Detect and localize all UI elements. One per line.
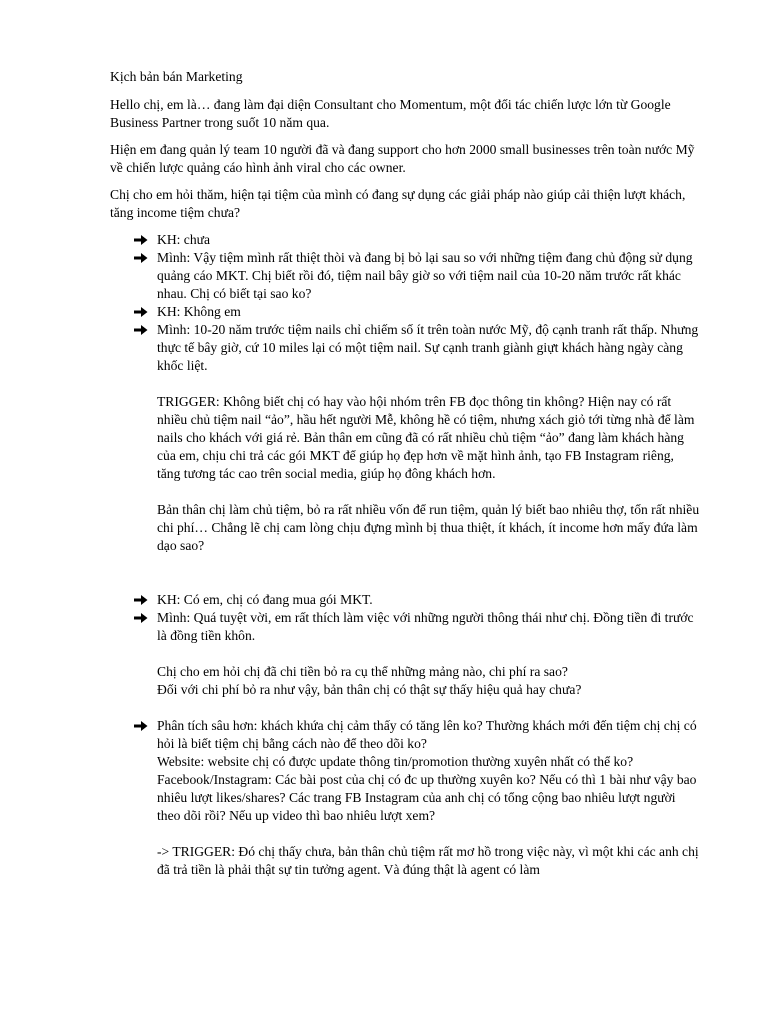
list-item-text: KH: Không em (157, 304, 241, 319)
facebook-line: Facebook/Instagram: Các bài post của chị có đc up thường xuyên ko? Nếu có thì 1 bài như vậy bao nhiêu lượt likes/shares? Các trang FB Instagram của anh chị có tổng cộng bao nhiêu lượt người theo dõi rồi? Nếu up video thì bao nhiêu lượt xem? (157, 772, 697, 823)
analysis-list (110, 717, 700, 753)
trigger-paragraph: TRIGGER: Không biết chị có hay vào hội nhóm trên FB đọc thông tin không? Hiện nay có rất nhiều chủ tiệm nail “ảo”, hầu hết người Mễ, không hề có tiệm, nhưng xách giỏ tới từng nhà để làm nails cho khách với giá rẻ. Bản thân em cũng đã có rất nhiều chủ tiệm “ảo” đang làm khách hàng của em, chịu chi trả các gói MKT để giúp họ đẹp hơn về mặt hình ảnh, tạo FB Instagram riêng, tăng tương tác cao trên social media, giúp họ đông khách hơn. (157, 394, 695, 481)
website-line: Website: website chị có được update thông tin/promotion thường xuyên nhất có thể ko? (157, 754, 634, 769)
question-line: Đối với chi phí bỏ ra như vậy, bản thân chị có thật sự thấy hiệu quả hay chưa? (157, 682, 582, 697)
list-item-text: Mình: Quá tuyệt vời, em rất thích làm việc với những người thông thái như chị. Đồng tiền đi trước là đồng tiền khôn. (157, 610, 694, 643)
list-item (110, 717, 700, 753)
list-item-text: Mình: Vậy tiệm mình rất thiệt thòi và đang bị bỏ lại sau so với những tiệm đang chủ động sử dụng quảng cáo MKT. Chị biết rồi đó, tiệm nail bây giờ so với tiệm nail của 10-20 năm trước rất khác nhau. Chị có biết tại sao ko? (157, 250, 693, 301)
arrow-right-icon (134, 249, 150, 267)
list-item-text: Mình: 10-20 năm trước tiệm nails chỉ chiếm số ít trên toàn nước Mỹ, độ cạnh tranh rất thấp. Nhưng thực tế bây giờ, cứ 10 miles lại có một tiệm nail. Sự cạnh tranh giành giựt khách hàng ngày càng khốc liệt. (157, 322, 699, 373)
body-paragraph: Bản thân chị làm chủ tiệm, bỏ ra rất nhiều vốn để run tiệm, quản lý biết bao nhiêu thợ, tốn rất nhiều chi phí… Chẳng lẽ chị cam lòng chịu đựng mình bị thua thiệt, ít khách, ít income hơn mấy đứa làm dạo sao? (157, 502, 700, 553)
list-item (110, 609, 700, 645)
arrow-right-icon (134, 609, 150, 627)
list-item (110, 321, 700, 375)
trigger-paragraph: -> TRIGGER: Đó chị thấy chưa, bản thân chủ tiệm rất mơ hồ trong việc này, vì một khi các anh chị đã trả tiền là phải thật sự tin tưởng agent. Và đúng thật là agent có làm (157, 844, 699, 877)
dialogue-list (110, 591, 700, 645)
list-item-text: KH: Có em, chị có đang mua gói MKT. (157, 592, 373, 607)
list-item (110, 249, 700, 303)
question-line: Chị cho em hỏi chị đã chi tiền bỏ ra cụ thể những mảng nào, chi phí ra sao? (157, 664, 568, 679)
list-item-text: Phân tích sâu hơn: khách khứa chị cảm thấy có tăng lên ko? Thường khách mới đến tiệm chị chị có hỏi là biết tiệm chị bằng cách nào để theo dõi ko? (157, 718, 697, 751)
arrow-right-icon (134, 717, 150, 735)
document-title: Kịch bản bán Marketing (110, 69, 243, 84)
arrow-right-icon (134, 231, 150, 249)
arrow-right-icon (134, 321, 150, 339)
intro-paragraph: Hello chị, em là… đang làm đại diện Consultant cho Momentum, một đối tác chiến lược lớn từ Google Business Partner trong suốt 10 năm qua. (110, 97, 671, 130)
intro-paragraph: Hiện em đang quản lý team 10 người đã và đang support cho hơn 2000 small businesses trên toàn nước Mỹ về chiến lược quảng cáo hình ảnh viral cho các owner. (110, 142, 695, 175)
list-item (110, 591, 700, 609)
arrow-right-icon (134, 303, 150, 321)
list-item-text: KH: chưa (157, 232, 211, 247)
dialogue-list (110, 231, 700, 375)
arrow-right-icon (134, 591, 150, 609)
intro-paragraph: Chị cho em hỏi thăm, hiện tại tiệm của mình có đang sự dụng các giải pháp nào giúp cải thiện lượt khách, tăng income tiệm chưa? (110, 187, 686, 220)
document-page (110, 68, 700, 879)
list-item (110, 303, 700, 321)
list-item (110, 231, 700, 249)
